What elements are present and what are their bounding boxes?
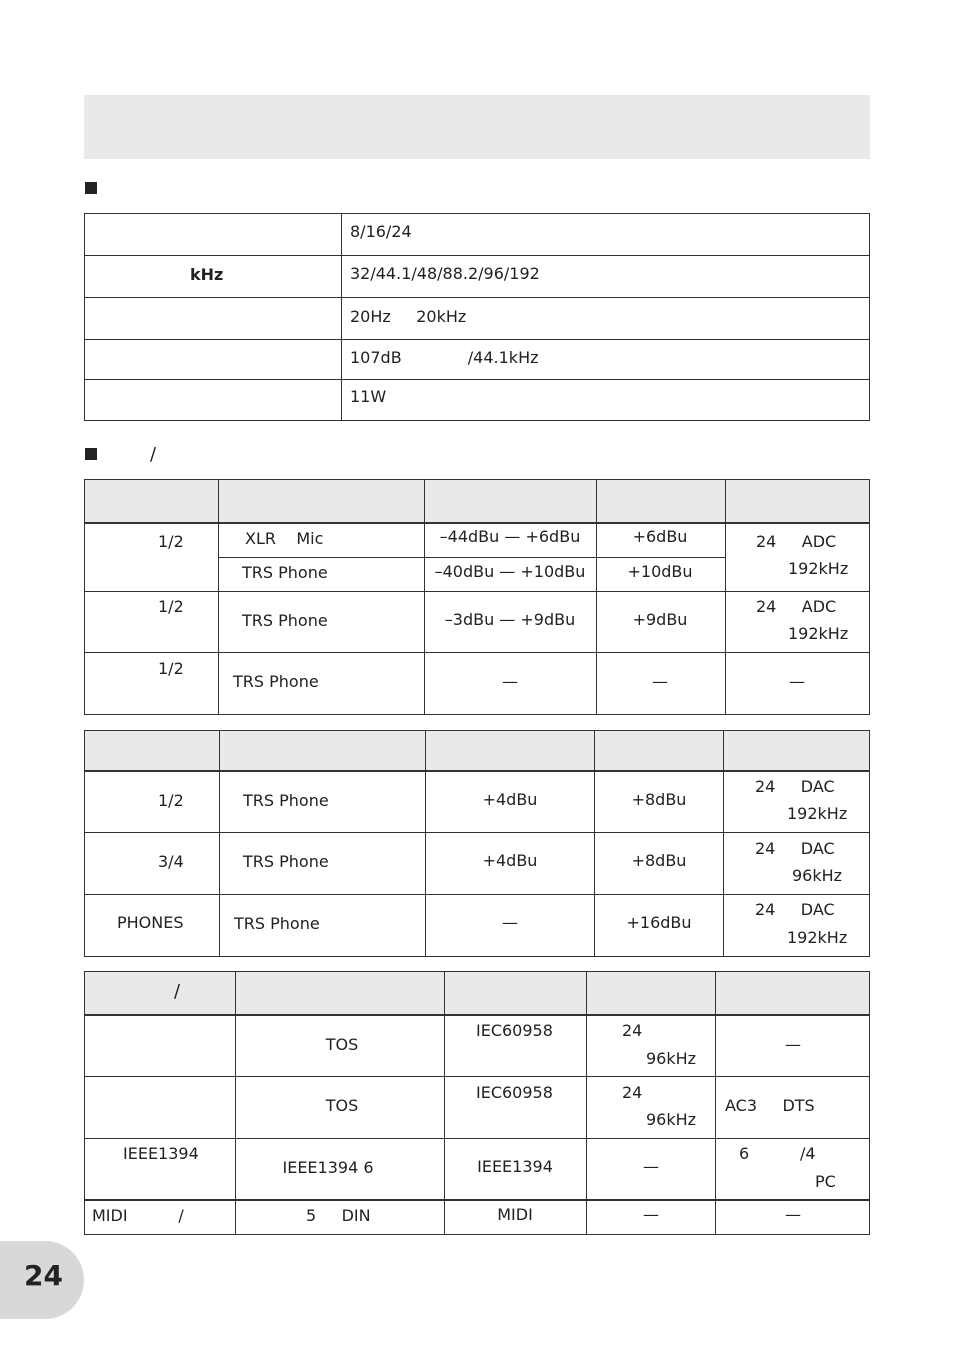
digital-format: IEEE1394 [477,1157,553,1176]
input-converter: 192kHz [788,559,849,578]
output-level: — [502,913,518,932]
output-name: PHONES [117,913,184,932]
digital-data: 24 [622,1021,643,1040]
input-name: 1/2 [158,597,184,616]
digital-data: 96kHz [646,1049,697,1068]
digital-data: — [643,1205,659,1224]
input-converter: — [789,672,805,691]
output-max: +8dBu [631,790,687,809]
output-max: +16dBu [626,913,692,932]
section-heading: / [150,444,157,465]
digital-note: AC3 DTS [725,1096,815,1115]
output-name: 1/2 [158,791,184,810]
digital-format: IEC60958 [476,1083,553,1102]
spec-value: 32/44.1/48/88.2/96/192 [350,264,540,283]
input-level: –3dBu — +9dBu [444,610,576,629]
digital-data: — [643,1157,659,1176]
digital-connector: TOS [325,1035,359,1054]
digital-note: — [785,1205,801,1224]
digital-name: IEEE1394 [123,1144,199,1163]
output-name: 3/4 [158,852,184,871]
output-converter: 24 DAC [755,839,835,858]
digital-format: IEC60958 [476,1021,553,1040]
section-bullet-icon [85,448,97,460]
input-converter: 192kHz [788,624,849,643]
analog-inputs-table [84,479,870,715]
digital-connector: IEEE1394 6 [282,1158,374,1177]
input-max: +6dBu [632,527,688,546]
output-converter: 24 DAC [755,900,835,919]
page-number: 24 [24,1259,63,1292]
output-max: +8dBu [631,851,687,870]
input-connector: TRS Phone [242,611,328,630]
output-converter: 24 DAC [755,777,835,796]
digital-data: 24 [622,1083,643,1102]
input-connector: XLR Mic [245,529,324,548]
digital-data: 96kHz [646,1110,697,1129]
analog-outputs-table [84,730,870,957]
input-converter: 24 ADC [756,597,837,616]
input-level: –44dBu — +6dBu [439,527,581,546]
spec-value: 20Hz 20kHz [350,307,467,326]
spec-table [84,213,870,421]
digital-note: PC [815,1172,836,1191]
input-connector: TRS Phone [242,563,328,582]
output-connector: TRS Phone [243,791,329,810]
digital-format: MIDI [497,1205,533,1224]
output-level: +4dBu [482,790,538,809]
input-converter: 24 ADC [756,532,837,551]
input-max: +9dBu [632,610,688,629]
output-connector: TRS Phone [234,914,320,933]
spec-value: 107dB /44.1kHz [350,348,539,367]
output-connector: TRS Phone [243,852,329,871]
spec-value: 11W [350,387,387,406]
input-level: — [502,672,518,691]
output-converter: 96kHz [792,866,843,885]
input-connector: TRS Phone [233,672,319,691]
input-name: 1/2 [158,659,184,678]
output-level: +4dBu [482,851,538,870]
output-converter: 192kHz [787,928,848,947]
title-banner [84,95,870,159]
digital-connector: 5 DIN [306,1206,371,1225]
section-bullet-icon [85,182,97,194]
digital-header-label: / [174,981,181,1002]
digital-note: 6 /4 [739,1144,816,1163]
spec-value: 8/16/24 [350,222,412,241]
input-max: — [652,672,668,691]
input-name: 1/2 [158,532,184,551]
input-max: +10dBu [627,562,693,581]
digital-name: MIDI / [92,1206,184,1225]
digital-connector: TOS [325,1096,359,1115]
digital-note: — [785,1035,801,1054]
input-level: –40dBu — +10dBu [434,562,586,581]
spec-label: kHz [190,265,224,284]
output-converter: 192kHz [787,804,848,823]
